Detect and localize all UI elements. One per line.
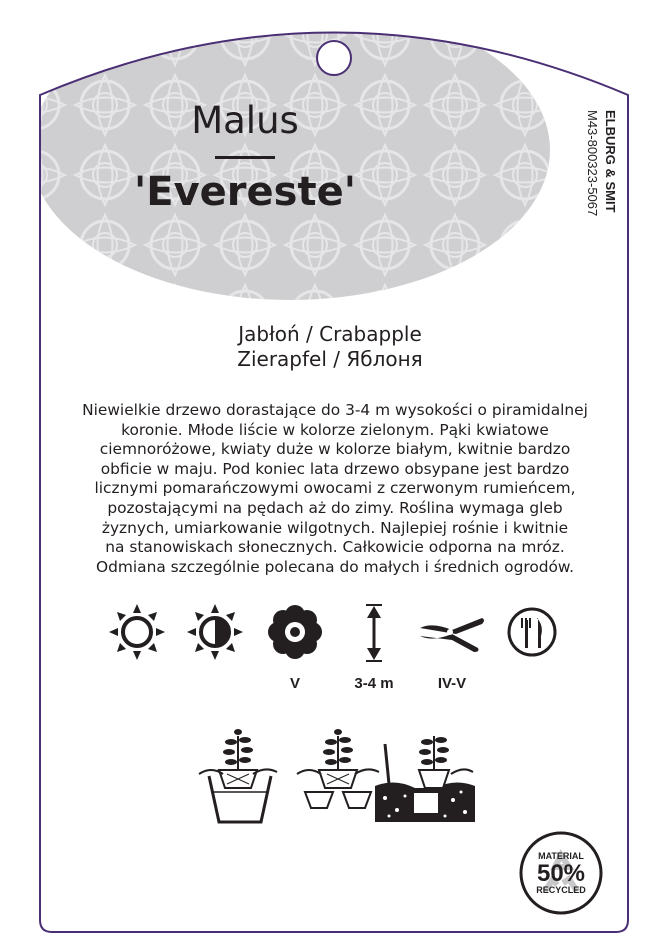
description-line: obficie w maju. Pod koniec lata drzewo obsypane jest bardzo [100,459,570,478]
badge-line-1: MATERIAL [538,851,584,861]
half-shade-icon [187,604,243,660]
description-line: koronie. Młode liście w kolorze zielonym. Pąki kwiatowe [121,420,549,439]
product-code: M43-800323-5067 [585,110,600,217]
badge-line-2: 50% [536,860,586,887]
care-icons [0,600,668,700]
description-line: na stanowiskach słonecznych. Całkowicie odporna na mróz. [105,538,565,557]
planting-icon [375,736,475,822]
title-divider [215,156,275,159]
description-line: Odmiana szczególnie polecana do małych i średnich ogrodów. [95,557,574,576]
unpotting-icon [297,729,379,808]
common-names [130,322,530,372]
planting-steps [195,726,485,826]
height-label: 3-4 m [354,675,394,692]
flower-icon [268,605,322,659]
cultivar-name: 'Evereste' [134,169,356,215]
description-line: licznymi pomarańczowymi owocami z czerwonym rumieńcem, [94,479,576,498]
height-arrow-icon [366,605,382,661]
description-line: żyznych, umiarkowanie wilgotnych. Najlepiej rośnie i kwitnie [101,518,569,537]
description-line: Niewielkie drzewo dorastające do 3-4 m wysokości o piramidalnej [82,401,588,419]
genus-name: Malus [191,99,299,142]
description-line: pozostającymi na pędach aż do zimy. Roślina wymaga gleb [107,498,563,517]
pruning-shears-icon [420,618,484,652]
hang-hole [317,41,351,75]
pruning-label: IV-V [437,675,467,692]
plant-title [125,98,365,215]
watering-pot-icon [199,729,277,822]
plant-description [54,401,616,577]
bloom-month-label: V [289,675,300,692]
common-names-line-1: Jabłoń / Crabapple [238,322,422,346]
recycled-material-badge [519,831,603,915]
full-sun-icon [109,604,165,660]
common-names-line-2: Zierapfel / Яблоня [237,347,423,371]
badge-line-3: RECYCLED [536,885,586,895]
brand-text: ELBURG & SMIT [603,110,618,213]
vertical-label [576,110,616,250]
description-line: ciemnoróżowe, kwiaty duże w kolorze białym, kwitnie bardzo [99,440,571,459]
edible-icon [509,609,555,655]
